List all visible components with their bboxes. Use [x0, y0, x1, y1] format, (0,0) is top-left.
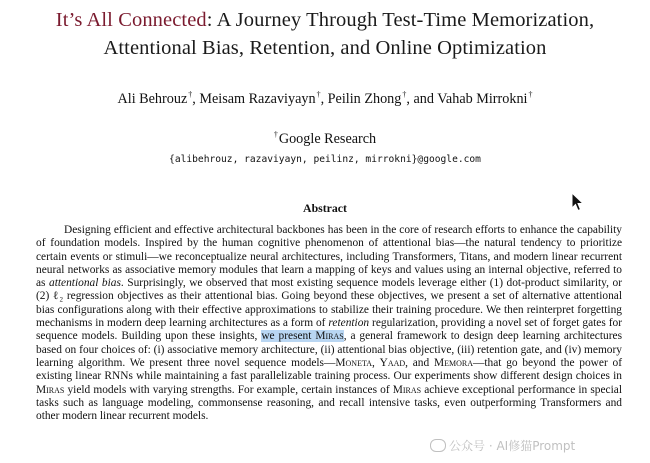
- abstract-text: . Surprisingly, we observed that most existing sequence models leverage either (1) dot-product similarity, or (2) ℓ₂ regression objectives as their attentional bias. Going beyond these objectives, we present a set of alternative attentional bias configurations along with their effective approximations to stabilize their training procedure. We then reinterpret forgetting mechanisms in modern deep learning architectures as a form of: [36, 277, 622, 330]
- abstract-text: regularization, providing a novel set of forget gates for sequence models. Building upon these insights,: [36, 317, 623, 343]
- highlighted-text: we present: [261, 330, 316, 343]
- watermark: [430, 437, 575, 454]
- author-name: Meisam Razaviyayn: [199, 91, 316, 107]
- abstract-heading: Abstract: [303, 201, 347, 215]
- model-name: Moneta: [335, 356, 372, 369]
- author-list: [0, 90, 650, 108]
- mouse-pointer-icon: [571, 192, 584, 217]
- abstract-text: Designing efficient and effective architectural backbones has been in the core of research efforts to enhance the capability of foundation models. Inspired by the human cognitive phenomenon of attentional bias—the natural tendency to prioritize certain events or stimuli—we reconceptualize neural architectures, including Transformers, Titans, and modern linear recurrent neural networks as associative memory modules that learn a mapping of keys and values using an internal objective, referred to as: [36, 224, 622, 290]
- author-name: Peilin Zhong: [327, 91, 402, 107]
- wechat-logo-icon: [430, 439, 446, 452]
- paper-title: [0, 6, 650, 62]
- abstract-body[interactable]: [36, 224, 622, 423]
- abstract-emphasis: retention: [328, 317, 370, 330]
- abstract-emphasis: attentional bias: [49, 277, 121, 290]
- model-name: Miras: [392, 383, 422, 396]
- author-emails: {alibehrouz, razaviyayn, peilinz, mirrokni}@google.com: [169, 154, 481, 165]
- title-accent: It’s All Connected: [55, 9, 207, 31]
- text-selection-highlight: [261, 330, 343, 342]
- author-separator: ,: [320, 91, 328, 107]
- title-line-2: Attentional Bias, Retention, and Online Optimization: [103, 37, 547, 59]
- author-mark: †: [528, 90, 533, 99]
- affiliation-mark: †: [273, 130, 278, 139]
- author-separator: ,: [192, 91, 200, 107]
- abstract-text: , and: [405, 356, 434, 369]
- abstract-text: ,: [371, 356, 380, 369]
- author-separator: , and: [406, 91, 438, 107]
- highlighted-model-name: Miras: [315, 330, 344, 343]
- abstract-text: yield models with varying strengths. For example, certain instances of: [64, 383, 393, 396]
- abstract-text: , a general framework to design deep learning architectures based on four choices of: (i) associative memory architecture, (ii) attentional bias objective, (iii) retention gate, and (iv) memory learning algorithm. We present three novel sequence models—: [36, 330, 622, 369]
- author-mark: †: [316, 90, 321, 99]
- affiliation: [0, 130, 650, 148]
- title-line-1: [0, 6, 650, 34]
- author-name: Ali Behrouz: [117, 91, 188, 107]
- abstract-text: —that go beyond the power of existing linear RNNs while maintaining a fast parallelizable training process. Our experiments show different design choices in: [36, 356, 622, 383]
- author-mark: †: [188, 90, 193, 99]
- affiliation-name: Google Research: [278, 131, 377, 147]
- abstract-text: achieve exceptional performance in special tasks such as language modeling, commonsense reasoning, and recall intensive tasks, even outperforming Transformers and other modern linear recurrent models.: [36, 383, 622, 423]
- model-name: Miras: [36, 383, 65, 396]
- watermark-text: 公众号 · AI修猫Prompt: [449, 439, 576, 453]
- title-line-1-rest: : A Journey Through Test-Time Memorization,: [206, 9, 595, 31]
- author-name: Vahab Mirrokni: [437, 91, 528, 107]
- model-name: Memora: [433, 356, 473, 369]
- author-mark: †: [402, 90, 407, 99]
- model-name: Yaad: [379, 356, 406, 369]
